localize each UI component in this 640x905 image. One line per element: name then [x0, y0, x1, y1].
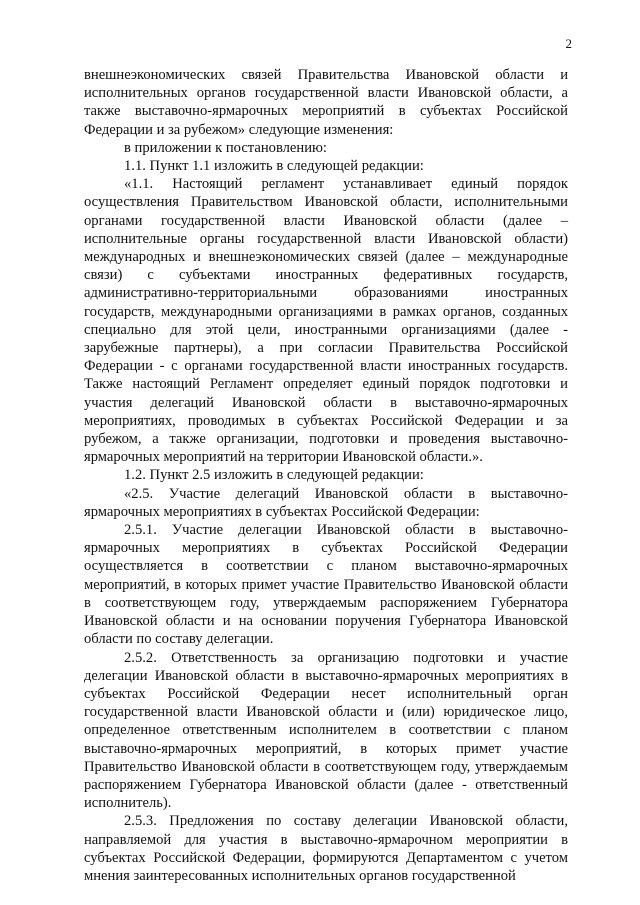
paragraph-item-2-5: «2.5. Участие делегаций Ивановской области в выставочно-ярмарочных мероприятиях в субъектах Российской Федерации:	[84, 485, 568, 520]
paragraph-item-2-5-1: 2.5.1. Участие делегации Ивановской области в выставочно-ярмарочных мероприятиях в субъектах Российской Федерации осуществляется в соответствии с планом выставочно-ярмарочных мероприятий, в которых примет участие Правительство Ивановской области в соответствующем году, утверждаемым распоряжением Губернатора Ивановской области и на основании поручения Губернатора Ивановской области по составу делегации.	[84, 522, 568, 648]
paragraph-item-1-1-heading: 1.1. Пункт 1.1 изложить в следующей редакции:	[124, 158, 424, 175]
paragraph-continuation: внешнеэкономических связей Правительства Ивановской области и исполнительных органов государственной власти Ивановской области, а также выставочно-ярмарочных мероприятий в субъектах Российской Федерации и за рубежом» следующие изменения:	[84, 67, 568, 138]
paragraph-item-1-1-text: «1.1. Настоящий регламент устанавливает единый порядок осуществления Правительством Ивановской области, исполнительными органами государственной власти Ивановской области (далее – исполнительные органы государственной власти Ивановской области) международных и внешнеэкономических связей (далее – международные связи) с субъектами иностранных федеративных государств, административно-территориальными образованиями иностранных государств, международными организациями в рамках органов, созданных специально для этой цели, иностранными организациями (далее - зарубежные партнеры), а при согласии Правительства Российской Федерации - с органами государственной власти иностранных государств. Также настоящий Регламент определяет единый порядок подготовки и участия делегаций Ивановской области в выставочно-ярмарочных мероприятиях, проводимых в субъектах Российской Федерации и за рубежом, а также организации, подготовки и проведения выставочно-ярмарочных мероприятий на территории Ивановской области.».	[84, 176, 568, 466]
page-number: 2	[565, 36, 572, 51]
document-body	[84, 66, 568, 885]
paragraph-item-2-5-3: 2.5.3. Предложения по составу делегации Ивановской области, направляемой для участия в выставочно-ярмарочном мероприятии в субъектах Российской Федерации, формируются Департаментом с учетом мнения заинтересованных исполнительных органов государственной	[84, 813, 568, 884]
paragraph-item-2-5-2: 2.5.2. Ответственность за организацию подготовки и участие делегации Ивановской области в выставочно-ярмарочных мероприятиях в субъектах Российской Федерации несет исполнительный орган государственной власти Ивановской области и (или) юридическое лицо, определенное ответственным исполнителем в соответствии с планом выставочно-ярмарочных мероприятий, в которых примет участие Правительство Ивановской области в соответствующем году, утверждаемым распоряжением Губернатора Ивановской области (далее - ответственный исполнитель).	[84, 649, 568, 812]
paragraph-item-1-2-heading: 1.2. Пункт 2.5 изложить в следующей редакции:	[124, 467, 424, 484]
paragraph-appendix-intro: в приложении к постановлению:	[124, 139, 327, 156]
